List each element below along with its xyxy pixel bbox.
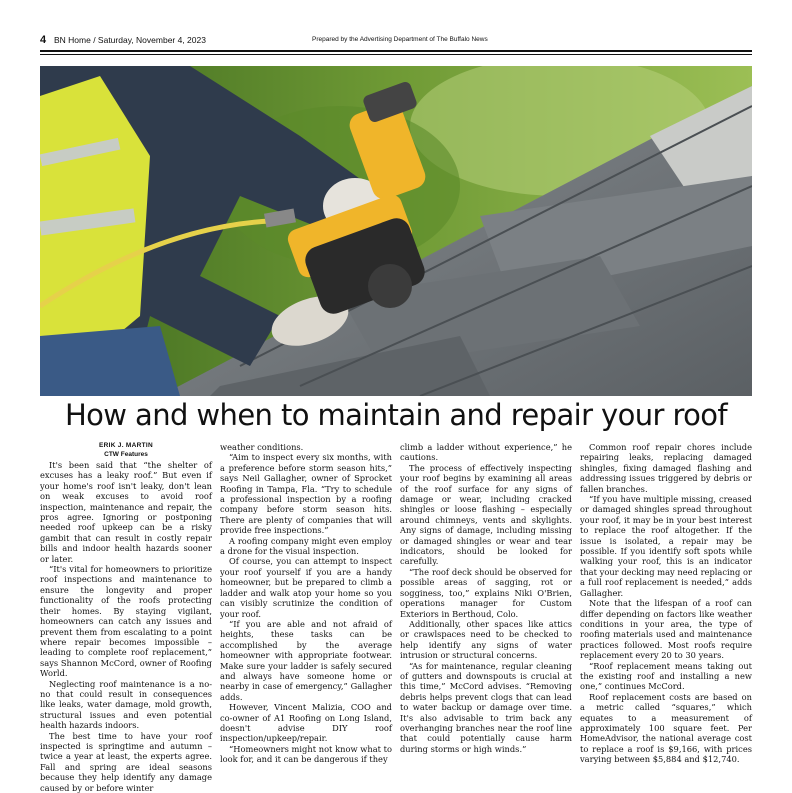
paragraph: “Homeowners might not know what to look for, and it can be dangerous if they <box>220 743 392 765</box>
paragraph: The best time to have your roof inspected is springtime and autumn – twice a year at least, the experts agree. Fall and spring are ideal seasons because they help identify any damage caused by or before winter <box>40 730 212 793</box>
paragraph: A roofing company might even employ a drone for the visual inspection. <box>220 535 392 557</box>
paragraph: The process of effectively inspecting your roof begins by examining all areas of the roof surface for any signs of damage or wear, including cracked shingles or loose flashing – especially around chimneys, vents and skylights. Any signs of damage, including missing or damaged shingles or wear and tear indicators, should be looked for carefully. <box>400 462 572 567</box>
page-header <box>40 32 752 48</box>
header-rule-thick <box>40 50 752 52</box>
paragraph: Common roof repair chores include repairing leaks, replacing damaged shingles, fixing damaged flashing and addressing issues triggered by debris or fallen branches. <box>580 442 752 494</box>
byline-author: ERIK J. MARTIN <box>98 442 154 449</box>
paragraph: “If you are able and not afraid of heights, these tasks can be accomplished by the average homeowner with appropriate footwear. Make sure your ladder is safely secured and always have someone home or nearby in case of emergency,” Gallagher adds. <box>220 618 392 702</box>
header-rule-thin <box>40 54 752 55</box>
paragraph: “Roof replacement means taking out the existing roof and installing a new one,” continues McCord. <box>580 660 752 692</box>
section-date: BN Home / Saturday, November 4, 2023 <box>54 35 206 45</box>
paragraph: Neglecting roof maintenance is a no-no that could result in consequences like leaks, water damage, mold growth, structural issues and even potential health hazards indoors. <box>40 678 212 731</box>
paragraph: weather conditions. <box>220 442 304 452</box>
page-number: 4 <box>40 34 47 46</box>
paragraph: “As for maintenance, regular cleaning of gutters and downspouts is crucial at this time,” McCord advises. “Removing debris helps prevent clogs that can lead to water backup or damage over time. It's also advisable to trim back any overhanging branches near the roof line that could potentially cause harm during storms or high winds.” <box>400 660 572 754</box>
paragraph: Of course, you can attempt to inspect your roof yourself if you are a handy homeowner, but be prepared to climb a ladder and walk atop your home so you can visibly scrutinize the condition of your roof. <box>220 556 392 619</box>
paragraph: Roof replacement costs are based on a metric called “squares,” which equates to a measurement of approximately 100 square feet. Per HomeAdvisor, the national average cost to replace a roof is $9,166, with prices varying between $5,884 and $12,740. <box>580 691 752 765</box>
article-column-3 <box>400 442 572 754</box>
article-column-1 <box>40 442 212 793</box>
byline-source: CTW Features <box>104 451 148 458</box>
paragraph: It's been said that “the shelter of excuses has a leaky roof.” But even if your home's roof isn't leaky, don't lean on weak excuses to avoid roof inspection, maintenance and repair, the pros agree. Ignoring or postponing needed roof upkeep can be a risky gambit that can result in costly repair bills and indoor health hazards sooner or later. <box>40 460 212 564</box>
article-column-2 <box>220 442 392 765</box>
article-column-4 <box>580 442 752 765</box>
article-headline: How and when to maintain and repair your roof <box>64 398 728 432</box>
paragraph: Additionally, other spaces like attics or crawlspaces need to be checked to help identify any signs of water intrusion or structural concerns. <box>400 618 572 661</box>
prepared-by-note: Prepared by the Advertising Department of The Buffalo News <box>312 36 488 43</box>
article-body <box>40 442 752 793</box>
paragraph: “The roof deck should be observed for possible areas of sagging, rot or sogginess, too,” explains Niki O'Brien, operations manager for Custom Exteriors in Berthoud, Colo. <box>400 566 572 619</box>
paragraph: “Aim to inspect every six months, with a preference before storm season hits,” says Neil Gallagher, owner of Sprocket Roofing in Tampa, Fla. “Try to schedule a professional inspection by a roofing company before storm season hits. There are plenty of companies that will provide free inspections.” <box>220 452 392 536</box>
paragraph: “If you have multiple missing, creased or damaged shingles spread throughout your roof, it may be in your best interest to replace the roof altogether. If the issue is isolated, a repair may be possible. If you identify soft spots while walking your roof, this is an indicator that your decking may need replacing or a full roof replacement is needed,” adds Gallagher. <box>580 494 752 598</box>
paragraph: However, Vincent Malizia, COO and co-owner of A1 Roofing on Long Island, doesn't advise DIY roof inspection/upkeep/repair. <box>220 702 392 744</box>
paragraph: climb a ladder without experience,” he cautions. <box>400 442 572 463</box>
roofer-nail-gun-photo <box>40 66 752 396</box>
paragraph: “It's vital for homeowners to prioritize roof inspections and maintenance to ensure the longevity and proper functionality of the roofs protecting their homes. By staying vigilant, homeowners can catch any issues and prevent them from escalating to a point where repair becomes impossible – leading to complete roof replacement,” says Shannon McCord, owner of Roofing World. <box>40 564 212 679</box>
paragraph: Note that the lifespan of a roof can differ depending on factors like weather conditions in your area, the type of roofing materials used and maintenance practices followed. Most roofs require replacement every 20 to 30 years. <box>580 598 752 661</box>
